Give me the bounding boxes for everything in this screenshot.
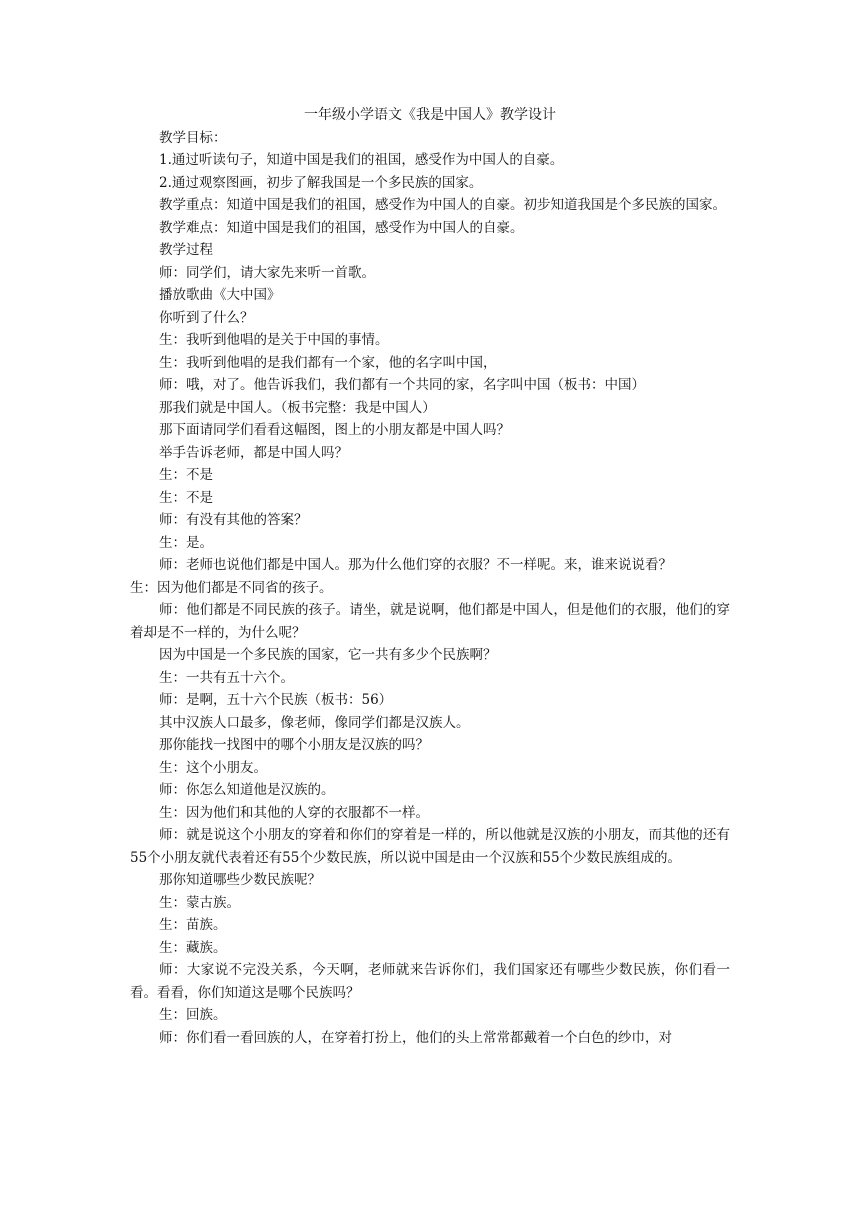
- dialogue-line: 那你能找一找图中的哪个小朋友是汉族的吗？: [159, 737, 429, 753]
- dialogue-line: 那下面请同学们看看这幅图，图上的小朋友都是中国人吗？: [159, 422, 510, 438]
- dialogue-line: 生：我听到他唱的是关于中国的事情。: [159, 332, 389, 348]
- objective-item: 1.通过听读句子，知道中国是我们的祖国，感受作为中国人的自豪。: [159, 152, 564, 168]
- section-heading-objectives: 教学目标：: [159, 129, 227, 146]
- dialogue-line: 生：是。: [159, 534, 213, 551]
- dialogue-line: 生：不是: [159, 489, 213, 506]
- key-points-paragraph: 教学重点：知道中国是我们的祖国，感受作为中国人的自豪。初步知道我国是个多民族的国家。: [159, 197, 726, 213]
- dialogue-line: 师：同学们，请大家先来听一首歌。: [159, 264, 375, 281]
- dialogue-line: 师：大家说不完没关系，今天啊，老师就来告诉你们，我们国家还有哪些少数民族，你们看一看。看看，你们知道这是哪个民族吗？: [130, 962, 730, 1001]
- dialogue-line: 师：有没有其他的答案？: [159, 512, 308, 528]
- dialogue-line: 生：因为他们都是不同省的孩子。: [130, 579, 333, 596]
- dialogue-line: 师：哦，对了。他告诉我们，我们都有一个共同的家，名字叫中国（板书：中国）: [159, 377, 645, 393]
- dialogue-line: 师：就是说这个小朋友的穿着和你们的穿着是一样的，所以他就是汉族的小朋友，而其他的还有55个小朋友就代表着还有55个少数民族，所以说中国是由一个汉族和55个少数民族组成的。: [130, 827, 730, 866]
- dialogue-line: 生：蒙古族。: [159, 894, 240, 911]
- dialogue-line: 你听到了什么？: [159, 309, 254, 326]
- dialogue-line: 师：你怎么知道他是汉族的。: [159, 782, 335, 798]
- dialogue-line: 那你知道哪些少数民族呢？: [159, 872, 321, 888]
- dialogue-line: 因为中国是一个多民族的国家，它一共有多少个民族啊？: [159, 647, 497, 663]
- dialogue-line: 师：老师也说他们都是中国人。那为什么他们穿的衣服？不一样呢。来，谁来说说看？: [159, 557, 672, 573]
- document-body: [130, 104, 730, 1049]
- dialogue-line: 生：藏族。: [159, 939, 227, 956]
- dialogue-line: 举手告诉老师，都是中国人吗？: [159, 444, 348, 461]
- dialogue-line: 师：是啊，五十六个民族（板书：56）: [159, 692, 393, 708]
- dialogue-line: 生：我听到他唱的是我们都有一个家，他的名字叫中国，: [159, 354, 497, 371]
- section-heading-process: 教学过程: [159, 242, 213, 258]
- dialogue-line: 师：他们都是不同民族的孩子。请坐，就是说啊，他们都是中国人，但是他们的衣服，他们的穿着却是不一样的，为什么呢？: [130, 602, 730, 641]
- dialogue-line: 生：回族。: [159, 1007, 227, 1023]
- dialogue-line: 生：这个小朋友。: [159, 759, 267, 776]
- dialogue-line: 生：一共有五十六个。: [159, 669, 294, 686]
- dialogue-line: 生：因为他们和其他的人穿的衣服都不一样。: [159, 804, 429, 821]
- objective-item: 2.通过观察图画，初步了解我国是一个多民族的国家。: [159, 174, 483, 191]
- dialogue-line: 其中汉族人口最多，像老师，像同学们都是汉族人。: [159, 714, 470, 731]
- dialogue-line: 生：不是: [159, 467, 213, 483]
- dialogue-line: 师：你们看一看回族的人，在穿着打扮上，他们的头上常常都戴着一个白色的纱巾，对: [159, 1029, 672, 1046]
- dialogue-line: 生：苗族。: [159, 917, 227, 933]
- dialogue-line: 那我们就是中国人。（板书完整：我是中国人）: [159, 399, 436, 416]
- dialogue-line: 播放歌曲《大中国》: [159, 287, 281, 303]
- difficult-points-paragraph: 教学难点：知道中国是我们的祖国，感受作为中国人的自豪。: [159, 219, 524, 236]
- document-title: 一年级小学语文《我是中国人》教学设计: [304, 107, 556, 123]
